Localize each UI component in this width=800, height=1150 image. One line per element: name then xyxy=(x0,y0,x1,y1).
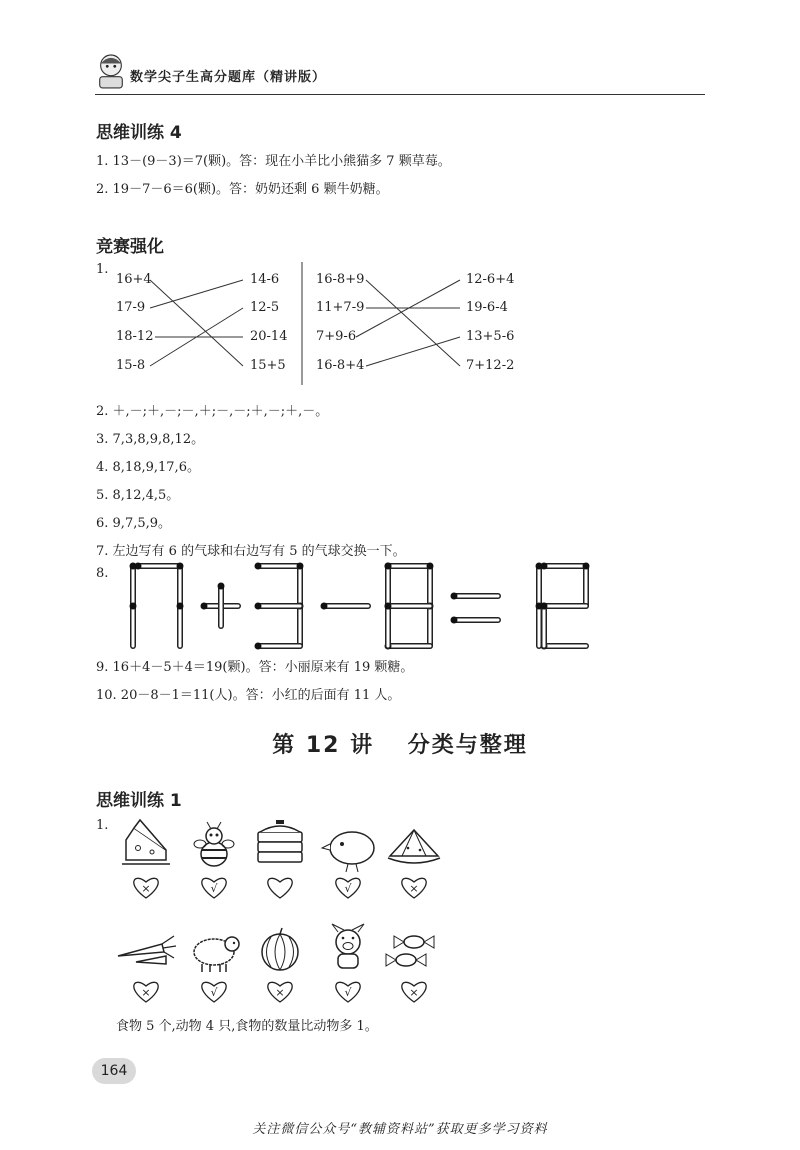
heart-icon xyxy=(268,878,292,898)
match-expr: 20-14 xyxy=(250,329,288,344)
match-expr: 15-8 xyxy=(116,358,146,373)
heart-icon xyxy=(402,982,426,1002)
heart-outline xyxy=(268,878,292,898)
question-number: 1. xyxy=(96,262,109,277)
match-expr: 16-8+4 xyxy=(316,358,365,373)
heart-icon xyxy=(402,878,426,898)
heart-icon xyxy=(134,982,158,1002)
heart-mark: √ xyxy=(210,882,218,895)
heart-mark: √ xyxy=(344,986,352,999)
heart-mark: × xyxy=(275,986,285,999)
answer-line: 2. ＋,－;＋,－;－,＋;－,－;＋,－;＋,－。 xyxy=(96,404,329,419)
heart-mark: × xyxy=(409,882,419,895)
lecture-title: 第 12 讲 分类与整理 xyxy=(272,733,528,758)
match-expr: 7+9-6 xyxy=(316,329,357,344)
match-expr: 18-12 xyxy=(116,329,154,344)
heart-mark: × xyxy=(141,986,151,999)
answer-line: 6. 9,7,5,9。 xyxy=(96,516,172,531)
answer-line: 9. 16＋4－5＋4＝19(颗)。答：小丽原来有 19 颗糖。 xyxy=(96,660,414,675)
match-expr: 12-6+4 xyxy=(466,272,515,287)
answer-line: 1. 13－(9－3)＝7(颗)。答：现在小羊比小熊猫多 7 颗草莓。 xyxy=(96,154,451,169)
summary-text: 食物 5 个,动物 4 只,食物的数量比动物多 1。 xyxy=(116,1019,378,1034)
match-expr: 14-6 xyxy=(250,272,280,287)
answer-line: 4. 8,18,9,17,6。 xyxy=(96,460,200,475)
answer-line: 7. 左边写有 6 的气球和右边写有 5 的气球交换一下。 xyxy=(96,544,406,559)
heart-icon xyxy=(336,878,360,898)
heart-icon xyxy=(202,982,226,1002)
heart-icon xyxy=(134,878,158,898)
heart-icon xyxy=(336,982,360,1002)
match-expr: 15+5 xyxy=(250,358,286,373)
match-expr: 12-5 xyxy=(250,300,280,315)
answer-line: 3. 7,3,8,9,8,12。 xyxy=(96,432,205,447)
heart-mark: × xyxy=(141,882,151,895)
section-title-thinking-1: 思维训练 1 xyxy=(96,791,182,811)
match-expr: 11+7-9 xyxy=(316,300,365,315)
section-title-competition: 竞赛强化 xyxy=(96,237,164,257)
section-title-thinking-4: 思维训练 4 xyxy=(96,123,182,143)
match-expr: 17-9 xyxy=(116,300,146,315)
answer-line: 10. 20－8－1＝11(人)。答：小红的后面有 11 人。 xyxy=(96,688,401,703)
match-expr: 7+12-2 xyxy=(466,358,515,373)
match-expr: 16+4 xyxy=(116,272,152,287)
answer-line: 2. 19－7－6＝6(颗)。答：奶奶还剩 6 颗牛奶糖。 xyxy=(96,182,389,197)
header-title: 数学尖子生高分题库（精讲版） xyxy=(130,70,327,85)
heart-mark: √ xyxy=(210,986,218,999)
heart-mark: × xyxy=(409,986,419,999)
question-number: 8. xyxy=(96,566,109,581)
answer-line: 5. 8,12,4,5。 xyxy=(96,488,180,503)
match-expr: 13+5-6 xyxy=(466,329,515,344)
page-number: 164 xyxy=(92,1058,136,1084)
match-expr: 19-6-4 xyxy=(466,300,508,315)
heart-mark: √ xyxy=(344,882,352,895)
question-number: 1. xyxy=(96,818,109,833)
heart-icon xyxy=(202,878,226,898)
match-expr: 16-8+9 xyxy=(316,272,365,287)
footer-note: 关注微信公众号“教辅资料站”获取更多学习资料 xyxy=(252,1122,548,1137)
heart-icon xyxy=(268,982,292,1002)
